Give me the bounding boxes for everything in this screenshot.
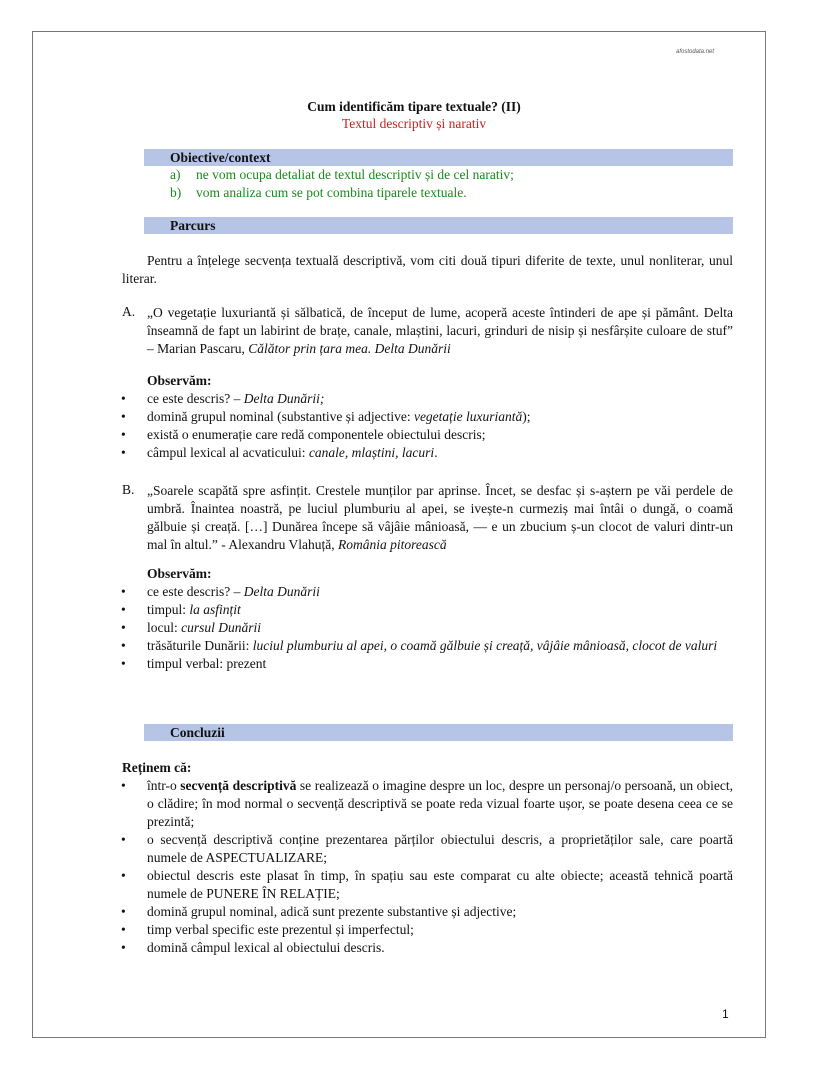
list-item	[0, 903, 733, 921]
section-a-observe: Observăm:	[147, 373, 212, 388]
item-italic: canale, mlaștini, lacuri	[308, 445, 435, 460]
section-b-list	[0, 583, 733, 673]
item-text: timp verbal specific este prezentul și imperfectul;	[147, 922, 414, 937]
bullet-icon: •	[121, 922, 126, 937]
list-item	[0, 939, 733, 957]
quote-text: „O vegetație luxuriantă și sălbatică, de început de lume, acoperă aceste întinderi de ape și pământ. Delta înseamnă de fapt un labirint de brațe, canale, mlaștini, lacuri, grinduri de nisip și nesfârșite culoare de stuf” – Marian Pascaru,	[147, 305, 733, 356]
item-text: domină câmpul lexical al obiectului descris.	[147, 940, 385, 955]
item-italic: Delta Dunării	[243, 584, 320, 599]
quote-source: România pitorească	[337, 537, 447, 552]
item-text: timpul:	[147, 602, 190, 617]
list-item	[0, 619, 733, 637]
quote-source: Călător prin țara mea. Delta Dunării	[248, 341, 451, 356]
objective-text: ne vom ocupa detaliat de textul descriptiv și de cel narativ;	[196, 167, 514, 182]
list-item	[0, 637, 733, 655]
bullet-icon: •	[121, 904, 126, 919]
list-item	[0, 426, 733, 444]
section-b-quote	[147, 482, 733, 554]
bullet-icon: •	[121, 832, 126, 847]
item-italic: luciul plumburiu al apei, o coamă gălbuie și creață, vâjâie mânioasă, clocot de valuri	[252, 638, 718, 653]
bullet-icon: •	[121, 778, 126, 793]
list-item	[0, 867, 733, 903]
item-text: există o enumerație care redă componentele obiectului descris;	[147, 427, 486, 442]
bullet-icon: •	[121, 427, 126, 442]
section-b-observe: Observăm:	[147, 566, 212, 581]
list-item	[0, 408, 733, 426]
list-item	[0, 601, 733, 619]
item-text: ce este descris? –	[147, 391, 244, 406]
item-italic: vegetație luxuriantă	[413, 409, 523, 424]
list-item	[0, 390, 733, 408]
parcurs-intro: Pentru a înțelege secvența textuală descriptivă, vom citi două tipuri diferite de texte, unul nonliterar, unul literar.	[122, 253, 733, 286]
concluzii-list	[0, 777, 733, 957]
list-item	[0, 777, 733, 831]
item-text: trăsăturile Dunării:	[147, 638, 253, 653]
item-text: obiectul descris este plasat în timp, în spațiu sau este comparat cu alte obiecte; această tehnică poartă numele de PUNERE ÎN RELAȚIE;	[147, 868, 733, 901]
list-item	[0, 831, 733, 867]
list-item	[0, 921, 733, 939]
item-text-end: );	[522, 409, 531, 424]
bullet-icon: •	[121, 391, 126, 406]
item-text-end: se realizează o imagine despre un loc, despre un personaj/o persoană, un obiect, o clădire; în mod normal o secvență descriptivă se poate reda vizual foarte ușor, se poate desena ceea ce se prezintă;	[147, 778, 733, 829]
item-text: ce este descris? –	[147, 584, 244, 599]
item-text: timpul verbal: prezent	[147, 656, 267, 671]
item-text: domină grupul nominal, adică sunt prezente substantive și adjective;	[147, 904, 517, 919]
objective-label: b)	[170, 185, 182, 200]
list-item	[0, 655, 733, 673]
item-text: într-o	[147, 778, 181, 793]
bullet-icon: •	[121, 584, 126, 599]
item-italic: cursul Dunării	[181, 620, 262, 635]
section-b-letter: B.	[122, 482, 135, 497]
retinem-label: Reținem că:	[122, 760, 192, 775]
item-bold: secvență descriptivă	[180, 778, 297, 793]
item-text: domină grupul nominal (substantive și adjective:	[147, 409, 414, 424]
bullet-icon: •	[121, 638, 126, 653]
item-italic: Delta Dunării;	[243, 391, 325, 406]
parcurs-heading: Parcurs	[144, 217, 733, 234]
document-subtitle: Textul descriptiv și narativ	[341, 116, 487, 131]
item-text: locul:	[147, 620, 182, 635]
objective-label: a)	[170, 167, 181, 182]
bullet-icon: •	[121, 409, 126, 424]
bullet-icon: •	[121, 656, 126, 671]
item-text: câmpul lexical al acvaticului:	[147, 445, 309, 460]
section-a-quote	[147, 304, 733, 358]
bullet-icon: •	[121, 445, 126, 460]
quote-text: „Soarele scapătă spre asfințit. Crestele munților par aprinse. Încet, se desfac și s-aștern pe văi perdele de umbră. Înaintea noastră, pe luciul plumburiu al apei, se ivește-n curmeziș mai întâi o dungă, o coamă gălbuie și creață. […] Dunărea începe să vâjâie mânioasă, — e un zbucium ș-un clocot de valuri dintr-un mal în altul.” - Alexandru Vlahuță,	[147, 483, 733, 552]
objective-text: vom analiza cum se pot combina tiparele textuale.	[196, 185, 467, 200]
objectives-heading: Obiective/context	[144, 149, 733, 166]
section-a-list	[0, 390, 733, 462]
section-a-letter: A.	[122, 304, 136, 319]
bullet-icon: •	[121, 868, 126, 883]
document-title: Cum identificăm tipare textuale? (II)	[307, 99, 521, 114]
bullet-icon: •	[121, 620, 126, 635]
site-watermark: afostodata.net	[676, 49, 715, 55]
page-number: 1	[722, 1007, 729, 1021]
item-text: o secvență descriptivă conține prezentarea părților obiectului descris, a proprietăților sale, care poartă numele de ASPECTUALIZARE;	[147, 832, 733, 865]
list-item	[0, 583, 733, 601]
list-item	[0, 444, 733, 462]
bullet-icon: •	[121, 940, 126, 955]
item-italic: la asfințit	[189, 602, 241, 617]
item-text-end: .	[434, 445, 438, 460]
concluzii-heading: Concluzii	[144, 724, 733, 741]
bullet-icon: •	[121, 602, 126, 617]
